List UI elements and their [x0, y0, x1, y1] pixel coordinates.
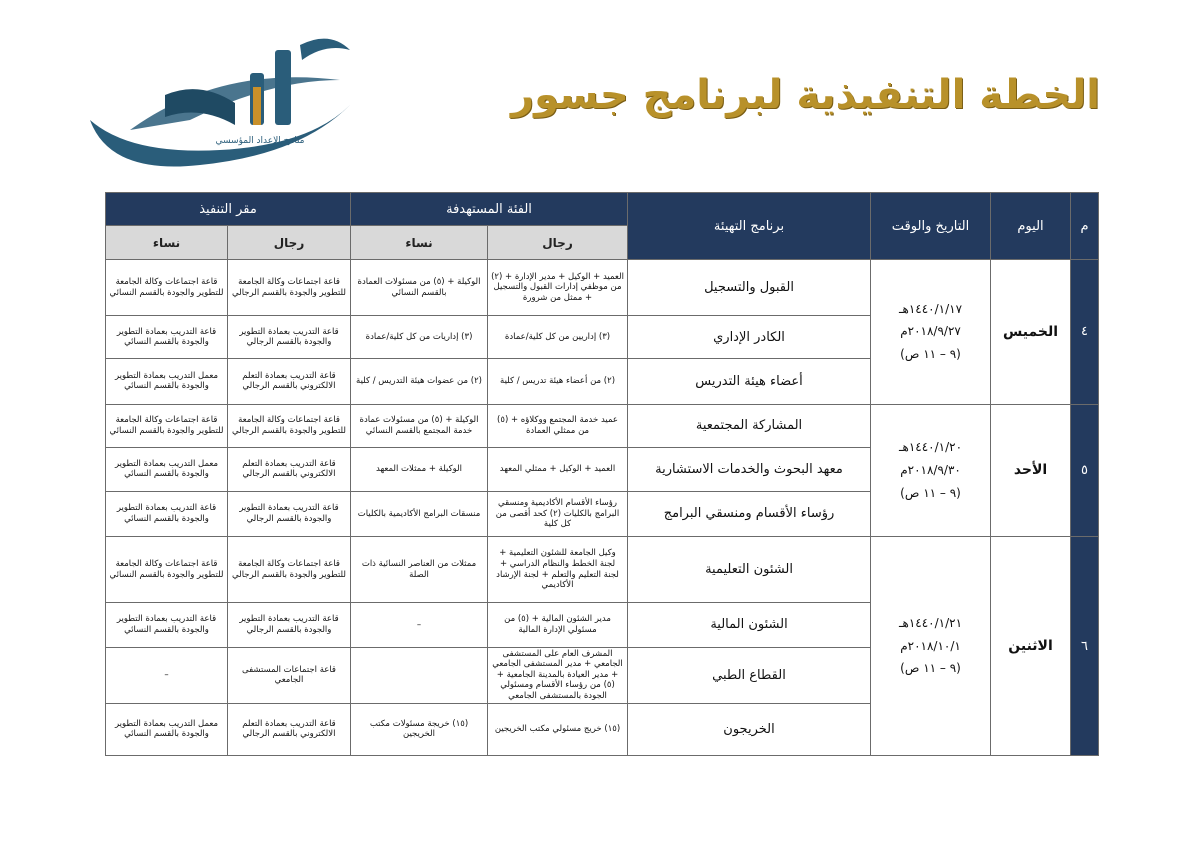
- target-women-cell: ممثلات من العناصر النسائية ذات الصلة: [351, 537, 488, 603]
- target-women-cell: (٣) إداريات من كل كلية/عمادة: [351, 316, 488, 359]
- datetime-date-hijri: ١٤٤٠/١/٢٠هـ: [898, 440, 963, 455]
- col-day-header: اليوم: [991, 193, 1071, 260]
- venue-men-cell: قاعة اجتماعات وكالة الجامعة للتطوير والجودة بالقسم الرجالي: [228, 404, 351, 447]
- page-title: الخطة التنفيذية لبرنامج جسور: [511, 72, 1100, 118]
- program-cell: المشاركة المجتمعية: [628, 404, 871, 447]
- venue-women-cell: قاعة التدريب بعمادة التطوير والجودة بالقسم النسائي: [106, 316, 228, 359]
- venue-women-cell: معمل التدريب بعمادة التطوير والجودة بالقسم النسائي: [106, 359, 228, 404]
- venue-men-cell: قاعة التدريب بعمادة التطوير والجودة بالقسم الرجالي: [228, 316, 351, 359]
- venue-men-cell: قاعة التدريب بعمادة التطوير والجودة بالقسم الرجالي: [228, 603, 351, 647]
- col-target-header: الفئة المستهدفة: [351, 193, 628, 226]
- datetime-date-greg: ٢٠١٨/٩/٢٧م: [900, 324, 961, 339]
- target-women-cell: (٢) من عضوات هيئة التدريس / كلية: [351, 359, 488, 404]
- day-cell: الأحد: [991, 404, 1071, 537]
- col-num-header: م: [1071, 193, 1099, 260]
- target-women-cell: الوكيلة + (٥) من مسئولات العمادة بالقسم النسائي: [351, 260, 488, 316]
- target-women-cell: (١٥) خريجة مسئولات مكتب الخريجين: [351, 703, 488, 755]
- svg-text:مناهج الإعداد المؤسسي: مناهج الإعداد المؤسسي: [215, 136, 305, 146]
- program-cell: الخريجون: [628, 703, 871, 755]
- col-venue-header: مقر التنفيذ: [106, 193, 351, 226]
- row-number: ٤: [1071, 260, 1099, 405]
- program-cell: أعضاء هيئة التدريس: [628, 359, 871, 404]
- datetime-cell: [871, 404, 991, 537]
- day-cell: الخميس: [991, 260, 1071, 405]
- venue-men-cell: قاعة التدريب بعمادة التطوير والجودة بالقسم الرجالي: [228, 491, 351, 536]
- program-cell: الشئون التعليمية: [628, 537, 871, 603]
- datetime-time: (٩ – ١١ ص): [900, 347, 961, 362]
- target-men-cell: (٢) من أعضاء هيئة تدريس / كلية: [488, 359, 628, 404]
- program-cell: الكادر الإداري: [628, 316, 871, 359]
- col-datetime-header: التاريخ والوقت: [871, 193, 991, 260]
- program-cell: الشئون المالية: [628, 603, 871, 647]
- datetime-date-greg: ٢٠١٨/٩/٣٠م: [900, 462, 961, 477]
- venue-women-header: نساء: [106, 226, 228, 260]
- table-row: [106, 537, 1099, 603]
- datetime-date-hijri: ١٤٤٠/١/٢١هـ: [898, 615, 963, 630]
- executive-plan-table: [105, 192, 1099, 756]
- target-women-header: نساء: [351, 226, 488, 260]
- venue-men-cell: قاعة اجتماعات وكالة الجامعة للتطوير والجودة بالقسم الرجالي: [228, 537, 351, 603]
- target-men-cell: عميد خدمة المجتمع ووكلاؤه + (٥) من ممثلي العمادة: [488, 404, 628, 447]
- table-row: [106, 404, 1099, 447]
- datetime-time: (٩ – ١١ ص): [900, 661, 961, 676]
- venue-women-cell: قاعة اجتماعات وكالة الجامعة للتطوير والجودة بالقسم النسائي: [106, 404, 228, 447]
- jusoor-logo: [70, 25, 370, 175]
- col-program-header: برنامج التهيئة: [628, 193, 871, 260]
- target-men-cell: مدير الشئون المالية + (٥) من مسئولي الإدارة المالية: [488, 603, 628, 647]
- target-men-cell: (١٥) خريج مسئولي مكتب الخريجين: [488, 703, 628, 755]
- venue-men-header: رجال: [228, 226, 351, 260]
- program-cell: معهد البحوث والخدمات الاستشارية: [628, 447, 871, 491]
- target-men-cell: المشرف العام على المستشفى الجامعي + مدير المستشفى الجامعي + مدير العيادة بالمدينة الجامعية + (٥) من رؤساء الأقسام ومسئولي الجودة بالمستشفى الجامعي: [488, 647, 628, 703]
- program-cell: القبول والتسجيل: [628, 260, 871, 316]
- venue-women-cell: قاعة التدريب بعمادة التطوير والجودة بالقسم النسائي: [106, 491, 228, 536]
- venue-men-cell: قاعة اجتماعات المستشفى الجامعي: [228, 647, 351, 703]
- target-women-cell: الوكيلة + ممثلات المعهد: [351, 447, 488, 491]
- venue-men-cell: قاعة التدريب بعمادة التعلم الالكتروني بالقسم الرجالي: [228, 359, 351, 404]
- venue-men-cell: قاعة التدريب بعمادة التعلم الالكتروني بالقسم الرجالي: [228, 447, 351, 491]
- program-cell: القطاع الطبي: [628, 647, 871, 703]
- program-cell: رؤساء الأقسام ومنسقي البرامج: [628, 491, 871, 536]
- target-women-cell: [351, 647, 488, 703]
- venue-men-cell: قاعة التدريب بعمادة التعلم الالكتروني بالقسم الرجالي: [228, 703, 351, 755]
- target-men-cell: وكيل الجامعة للشئون التعليمية + لجنة الخطط والنظام الدراسي + لجنة التعليم والتعلم + لجنة الإرشاد الأكاديمي: [488, 537, 628, 603]
- venue-women-cell: معمل التدريب بعمادة التطوير والجودة بالقسم النسائي: [106, 703, 228, 755]
- venue-women-cell: معمل التدريب بعمادة التطوير والجودة بالقسم النسائي: [106, 447, 228, 491]
- plan-body: [106, 260, 1099, 756]
- datetime-date-hijri: ١٤٤٠/١/١٧هـ: [898, 301, 963, 316]
- row-number: ٦: [1071, 537, 1099, 756]
- target-women-cell: –: [351, 603, 488, 647]
- datetime-cell: [871, 260, 991, 405]
- datetime-cell: [871, 537, 991, 756]
- target-men-cell: (٣) إداريين من كل كلية/عمادة: [488, 316, 628, 359]
- venue-women-cell: –: [106, 647, 228, 703]
- target-men-cell: العميد + الوكيل + ممثلي المعهد: [488, 447, 628, 491]
- target-women-cell: الوكيلة + (٥) من مسئولات عمادة خدمة المجتمع بالقسم النسائي: [351, 404, 488, 447]
- row-number: ٥: [1071, 404, 1099, 537]
- table-row: [106, 260, 1099, 316]
- day-cell: الاثنين: [991, 537, 1071, 756]
- datetime-time: (٩ – ١١ ص): [900, 485, 961, 500]
- venue-men-cell: قاعة اجتماعات وكالة الجامعة للتطوير والجودة بالقسم الرجالي: [228, 260, 351, 316]
- datetime-date-greg: ٢٠١٨/١٠/١م: [900, 638, 961, 653]
- venue-women-cell: قاعة اجتماعات وكالة الجامعة للتطوير والجودة بالقسم النسائي: [106, 537, 228, 603]
- target-men-cell: رؤساء الأقسام الأكاديمية ومنسقي البرامج بالكليات (٢) كحد أقصى من كل كلية: [488, 491, 628, 536]
- venue-women-cell: قاعة اجتماعات وكالة الجامعة للتطوير والجودة بالقسم النسائي: [106, 260, 228, 316]
- target-men-header: رجال: [488, 226, 628, 260]
- target-women-cell: منسقات البرامج الأكاديمية بالكليات: [351, 491, 488, 536]
- target-men-cell: العميد + الوكيل + مدير الإدارة + (٢) من موظفي إدارات القبول والتسجيل + ممثل من شرورة: [488, 260, 628, 316]
- venue-women-cell: قاعة التدريب بعمادة التطوير والجودة بالقسم النسائي: [106, 603, 228, 647]
